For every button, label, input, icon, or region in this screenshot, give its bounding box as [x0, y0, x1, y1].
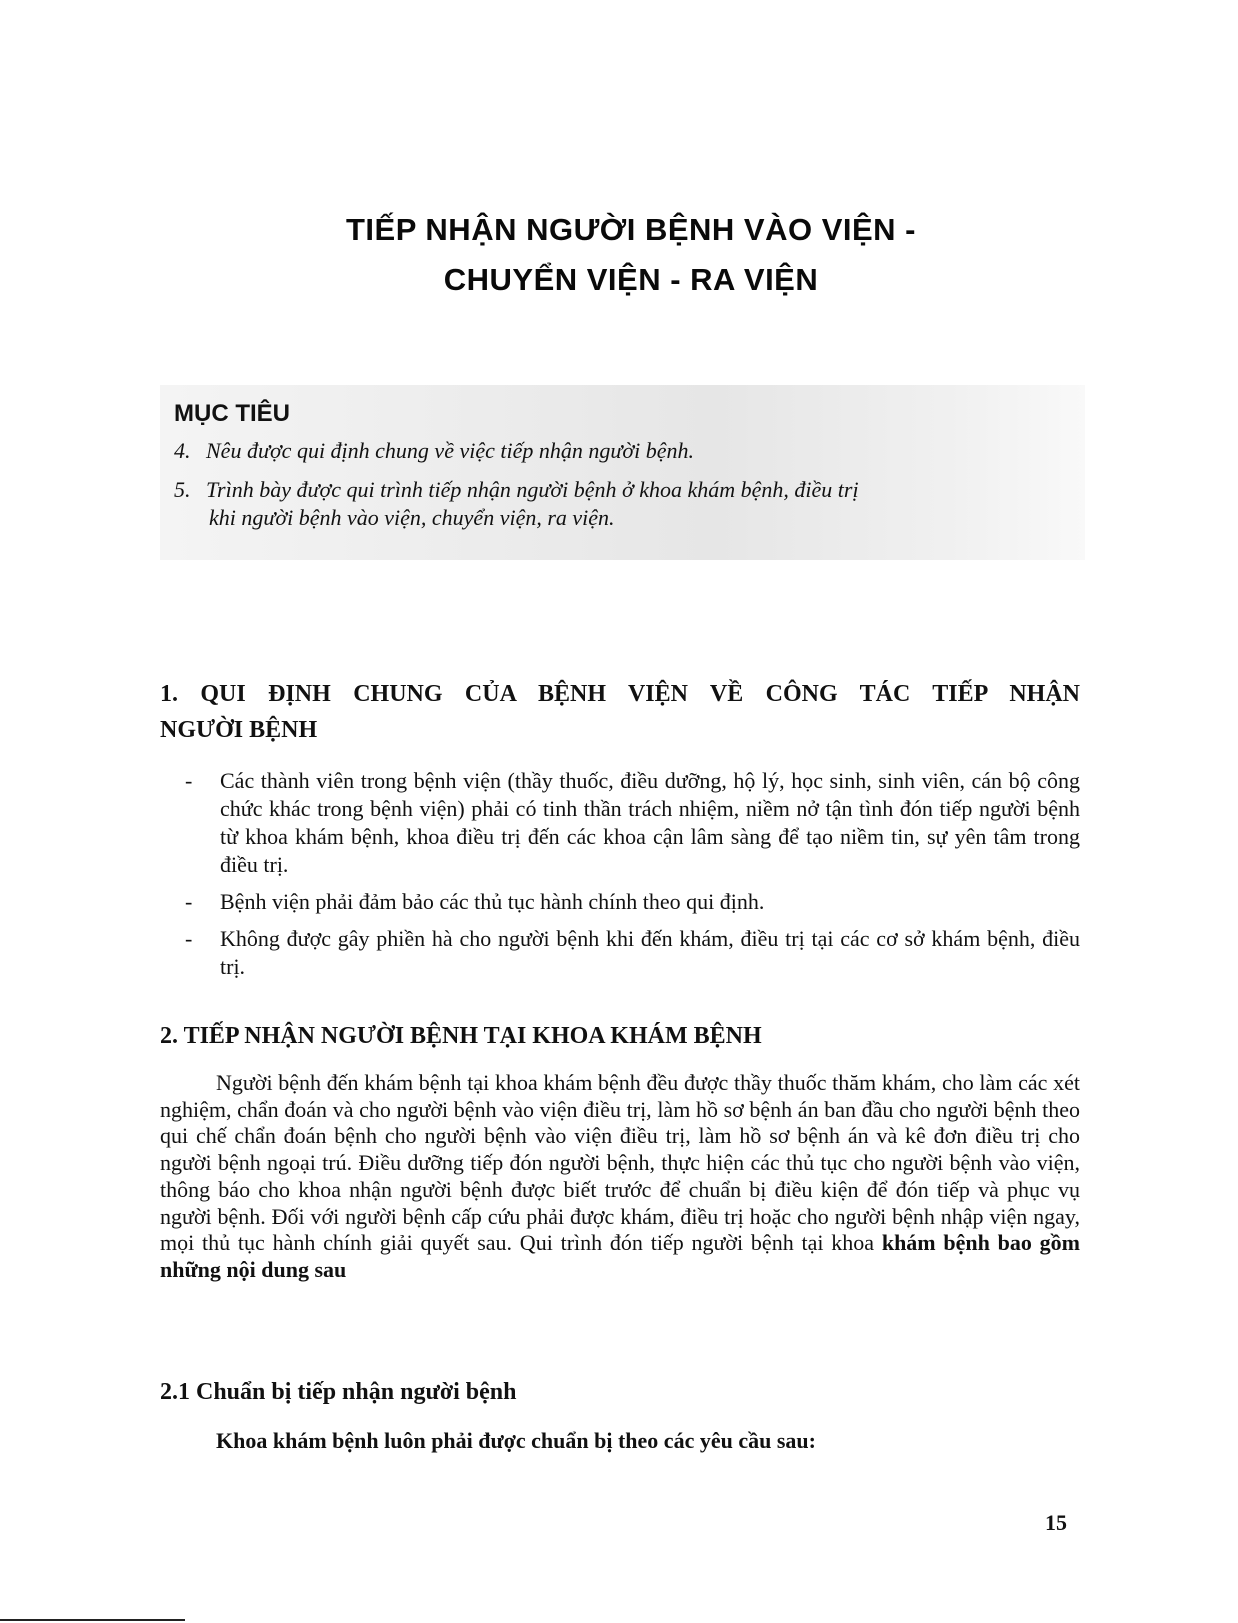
objective-text: Trình bày được qui trình tiếp nhận người bệnh ở khoa khám bệnh, điều trị [206, 477, 859, 502]
title-line-2: CHUYỂN VIỆN - RA VIỆN [443, 262, 819, 297]
paragraph-end: khám bệnh bao gồm những nội dung sau [160, 1230, 1081, 1282]
title-line-1: TIẾP NHẬN NGƯỜI BỆNH VÀO VIỆN - [345, 212, 917, 247]
objective-item [174, 476, 1074, 532]
section-1-heading-line1: 1. QUI ĐỊNH CHUNG CỦA BỆNH VIỆN VỀ CÔNG TÁC TIẾP NHẬN [160, 681, 1080, 707]
section-1-bullets [185, 767, 1080, 990]
bullet-item: - Các thành viên trong bệnh viện (thầy thuốc, điều dưỡng, hộ lý, học sinh, sinh viên, cán bộ công chức khác trong bệnh viện) phải có tinh thần trách nhiệm, niềm nở tận tình đón tiếp người bệnh từ khoa khám bệnh, khoa điều trị đến các khoa cận lâm sàng để tạo niềm tin, sự yên tâm trong điều trị. [185, 768, 1080, 877]
objective-number: 4. [174, 438, 191, 463]
scan-artifact [0, 1619, 185, 1621]
section-2-heading: 2. TIẾP NHẬN NGƯỜI BỆNH TẠI KHOA KHÁM BỆNH [160, 1023, 762, 1049]
objective-text-cont: khi người bệnh vào viện, chuyển viện, ra viện. [209, 505, 615, 530]
objective-text: Nêu được qui định chung về việc tiếp nhận người bệnh. [206, 438, 694, 463]
objective-item [174, 437, 1074, 465]
page-number: 15 [1045, 1510, 1067, 1535]
sub-heading: 2.1 Chuẩn bị tiếp nhận người bệnh [160, 1379, 517, 1405]
paragraph-text: Người bệnh đến khám bệnh tại khoa khám bệnh đều được thầy thuốc thăm khám, cho làm các xét nghiệm, chẩn đoán và cho người bệnh vào viện điều trị, làm hồ sơ bệnh án ban đầu cho người bệnh theo qui chế chẩn đoán bệnh cho người bệnh vào viện điều trị, làm hồ sơ bệnh án và kê đơn điều trị cho người bệnh ngoại trú. Điều dưỡng tiếp đón người bệnh, thực hiện các thủ tục cho người bệnh vào viện, thông báo cho khoa nhận người bệnh được biết trước để chuẩn bị điều kiện để đón tiếp và phục vụ người bệnh. Đối với người bệnh cấp cứu phải được khám, điều trị hoặc cho người bệnh nhập viện ngay, mọi thủ tục hành chính giải quyết sau. Qui trình đón tiếp người bệnh tại khoa [160, 1070, 1080, 1256]
objectives-box [160, 385, 1085, 560]
bullet-text: Bệnh viện phải đảm bảo các thủ tục hành chính theo qui định. [220, 889, 765, 914]
bullet-text: Các thành viên trong bệnh viện (thầy thuốc, điều dưỡng, hộ lý, học sinh, sinh viên, cán bộ công chức khác trong bệnh viện) phải có tinh thần trách nhiệm, niềm nở tận tình đón tiếp người bệnh từ khoa khám bệnh, khoa điều trị đến các khoa cận lâm sàng để tạo niềm tin, sự yên tâm trong điều trị. [220, 768, 1080, 877]
bullet-item: - Bệnh viện phải đảm bảo các thủ tục hành chính theo qui định. [185, 888, 1080, 916]
objectives-heading: MỤC TIÊU [174, 400, 290, 427]
objective-number: 5. [174, 477, 191, 502]
section-2-paragraph [160, 1070, 1080, 1284]
section-1-heading [160, 676, 1080, 748]
bullet-item: - Không được gây phiền hà cho người bệnh khi đến khám, điều trị tại các cơ sở khám bệnh, điều trị. [185, 926, 1080, 979]
sub-text: Khoa khám bệnh luôn phải được chuẩn bị theo các yêu cầu sau: [216, 1428, 816, 1453]
section-1-heading-line2: NGƯỜI BỆNH [160, 717, 318, 743]
bullet-text: Không được gây phiền hà cho người bệnh khi đến khám, điều trị tại các cơ sở khám bệnh, điều trị. [220, 926, 1080, 979]
